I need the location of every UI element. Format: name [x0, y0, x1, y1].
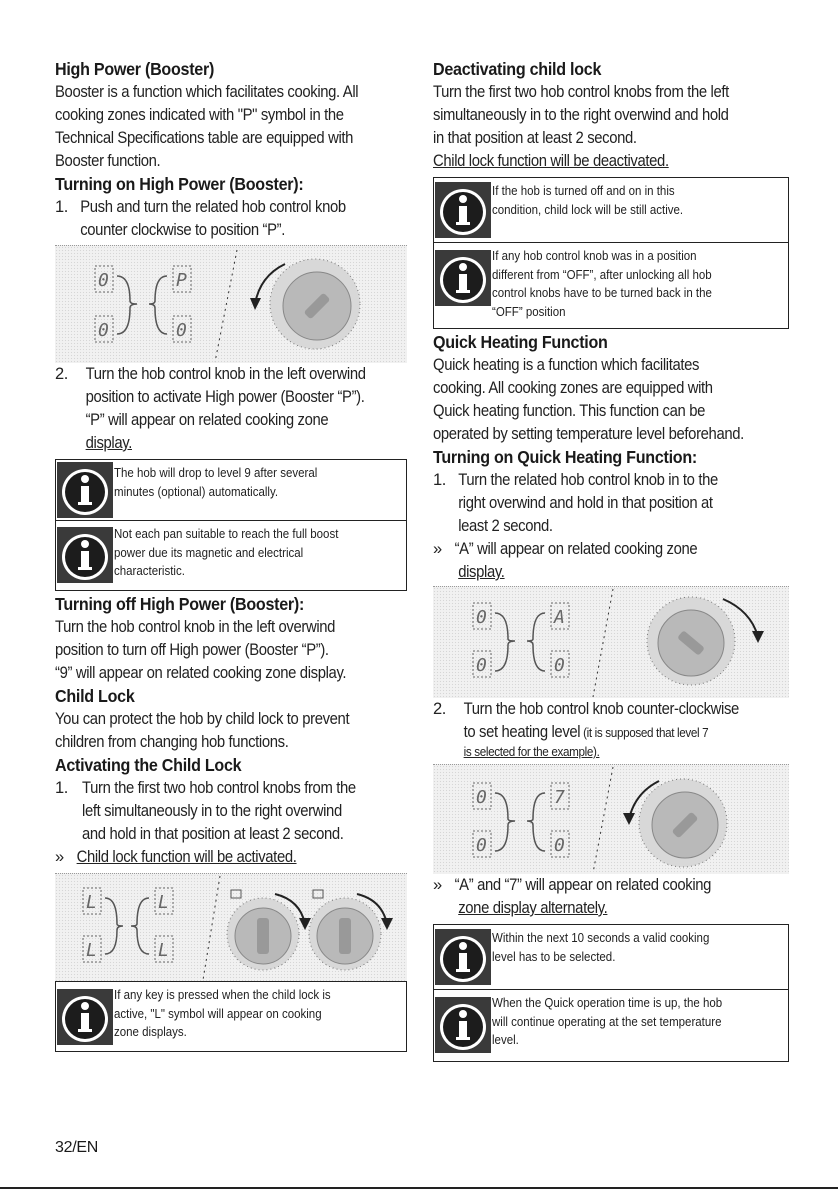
- left-column: [55, 58, 407, 1052]
- info-note-l-symbol: If any key is pressed when the child lock is active, "L" symbol will appear on cooking zone displays.: [55, 981, 407, 1052]
- info-note-pan-boost: Not each pan suitable to reach the full boost power due its magnetic and electrical characteristic.: [55, 521, 407, 591]
- booster-step-1: 1. Push and turn the related hob control knob counter clockwise to position “P”.: [55, 198, 346, 239]
- hob-display-figure-quick-7: [433, 764, 789, 874]
- display-digit: 0: [98, 270, 109, 291]
- quick-heating-heading: Quick Heating Function: [433, 332, 608, 352]
- info-note-off-position: If any hob control knob was in a position different from “OFF”, after unlocking all hob control knobs have to be turned back in the “OFF” position: [433, 243, 789, 329]
- hob-display-figure-child-lock: [55, 873, 407, 981]
- booster-heading: High Power (Booster): [55, 59, 215, 79]
- child-lock-step-1: 1. Turn the first two hob control knobs from the left simultaneously in to the right overwind and hold in that position at least 2 second.: [55, 779, 356, 843]
- booster-body: Booster is a function which facilitates cooking. All cooking zones indicated with "P" symbol in the Technical Specifications table are equipped with Booster function.: [55, 83, 359, 170]
- info-note-still-active: If the hob is turned off and on in this condition, child lock will be still active.: [433, 177, 789, 243]
- display-digit: 0: [476, 607, 487, 628]
- turning-on-quick-heading: Turning on Quick Heating Function:: [433, 447, 697, 467]
- quick-result-2: » “A” and “7” will appear on related cooking zone display alternately.: [433, 876, 712, 917]
- info-icon: [435, 250, 491, 306]
- display-digit: 0: [176, 320, 187, 341]
- info-icon: [57, 527, 113, 583]
- quick-step-1: 1. Turn the related hob control knob in to the right overwind and hold in that position at least 2 second.: [433, 471, 718, 535]
- quick-step-2: 2. Turn the hob control knob counter-clockwise to set heating level (it is supposed that level 7 is selected for the example).: [433, 700, 739, 759]
- turning-on-booster-heading: Turning on High Power (Booster):: [55, 174, 304, 194]
- quick-result-1: » “A” will appear on related cooking zone display.: [433, 540, 698, 581]
- info-icon: [435, 929, 491, 985]
- display-digit: L: [86, 940, 97, 961]
- display-digit: 0: [476, 787, 487, 808]
- info-icon: [57, 462, 113, 518]
- display-digit: P: [176, 270, 187, 291]
- display-digit: 0: [98, 320, 109, 341]
- quick-heating-body: Quick heating is a function which facilitates cooking. All cooking zones are equipped with Quick heating function. This function can be operated by setting temperature level beforehand.: [433, 356, 744, 443]
- child-lock-body: You can protect the hob by child lock to prevent children from changing hob functions.: [55, 710, 350, 751]
- activating-child-lock-heading: Activating the Child Lock: [55, 755, 242, 775]
- display-digit: 0: [554, 835, 565, 856]
- hob-display-figure-booster: [55, 245, 407, 363]
- info-icon: [435, 997, 491, 1053]
- turning-off-body: Turn the hob control knob in the left overwind position to turn off High power (Booster “P”). “9” will appear on related cooking zone display.: [55, 618, 347, 682]
- info-note-quick-time-up: When the Quick operation time is up, the hob will continue operating at the set temperature level.: [433, 990, 789, 1062]
- display-digit: 0: [554, 655, 565, 676]
- display-digit: 7: [554, 787, 565, 808]
- info-note-next-10-seconds: Within the next 10 seconds a valid cooking level has to be selected.: [433, 924, 789, 990]
- display-digit: L: [86, 892, 97, 913]
- display-digit: L: [158, 940, 169, 961]
- display-digit: A: [554, 607, 565, 628]
- page-number: 32/EN: [55, 1139, 98, 1156]
- display-digit: 0: [476, 655, 487, 676]
- right-column: [433, 58, 789, 1062]
- deactivating-body: Turn the first two hob control knobs from the left simultaneously in to the right overwind and hold in that position at least 2 second. Child lock function will be deactivated.: [433, 83, 729, 170]
- info-icon: [435, 182, 491, 238]
- display-digit: 0: [476, 835, 487, 856]
- child-lock-heading: Child Lock: [55, 686, 135, 706]
- turning-off-booster-heading: Turning off High Power (Booster):: [55, 594, 305, 614]
- deactivating-child-lock-heading: Deactivating child lock: [433, 59, 602, 79]
- bottom-rule: [0, 1187, 838, 1189]
- hob-display-figure-quick-a: [433, 586, 789, 698]
- info-note-drop-level: The hob will drop to level 9 after several minutes (optional) automatically.: [55, 459, 407, 521]
- booster-step-2: 2. Turn the hob control knob in the left overwind position to activate High power (Booster “P”). “P” will appear on related cooking zone display.: [55, 365, 366, 452]
- info-icon: [57, 989, 113, 1045]
- child-lock-result: » Child lock function will be activated.: [55, 848, 297, 866]
- display-digit: L: [158, 892, 169, 913]
